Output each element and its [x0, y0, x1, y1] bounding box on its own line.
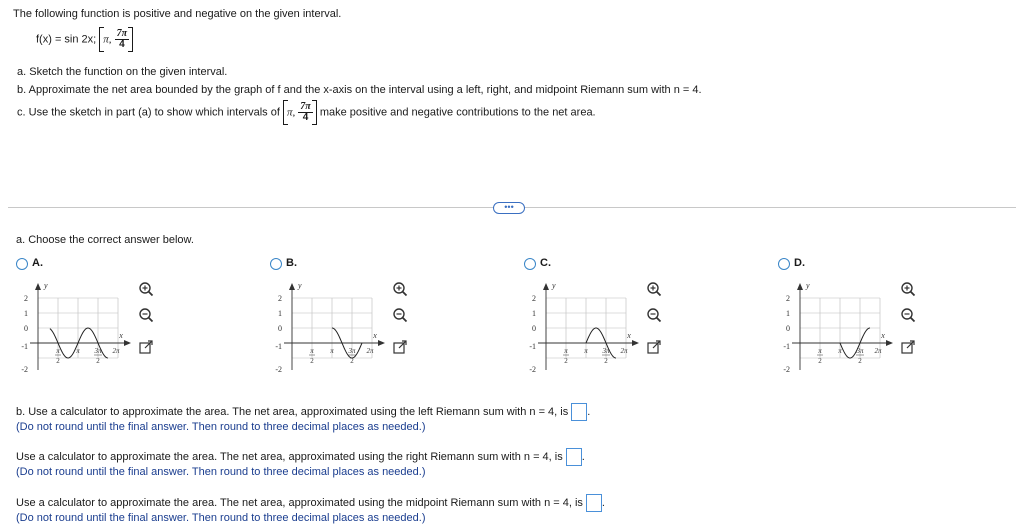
problem-intro: The following function is positive and negative on the given interval.	[13, 8, 342, 20]
y-tick-label: -1	[275, 342, 282, 351]
x-tick-3pi-over-2: 3π	[602, 347, 610, 355]
y-tick-label: 1	[278, 309, 282, 318]
part-a-instruction: a. Sketch the function on the given interval.	[17, 66, 228, 78]
mid-sum-text: Use a calculator to approximate the area. The net area, approximated using the midpoint Riemann sum with n = 4, is	[16, 496, 583, 509]
option-a-graph	[8, 270, 138, 380]
mid-sum-hint: (Do not round until the final answer. Then round to three decimal places as needed.)	[16, 512, 426, 524]
y-tick-label: -2	[529, 365, 536, 374]
part-c-interval-fraction	[298, 102, 312, 123]
popout-arrow	[907, 341, 914, 348]
y-tick-label: -1	[21, 342, 28, 351]
mid-sum-answer-box[interactable]	[586, 494, 602, 512]
magnifier-handle	[911, 318, 915, 322]
zoom-out-icon[interactable]	[138, 307, 154, 323]
y-axis-arrow	[543, 283, 549, 290]
part-c-instruction	[17, 102, 596, 132]
right-sum-text: Use a calculator to approximate the area. The net area, approximated using the right Riemann sum with n = 4, is	[16, 450, 563, 463]
zoom-in-icon[interactable]	[646, 281, 662, 297]
part-c-prefix: c.	[17, 106, 26, 119]
interval-bracket	[99, 29, 133, 50]
x-tick-pi-over-2: π	[564, 347, 568, 355]
x-axis-arrow	[378, 340, 385, 346]
x-axis-arrow	[124, 340, 131, 346]
y-tick-label: 1	[532, 309, 536, 318]
option-d-graph	[770, 270, 900, 380]
x-tick-pi: π	[330, 347, 334, 355]
left-sum-question: b. Use a calculator to approximate the area. The net area, approximated using the left Riemann sum with n = 4, is .	[16, 403, 590, 421]
y-tick-label: 2	[532, 294, 536, 303]
x-tick-denominator: 2	[310, 357, 314, 365]
y-axis-label: y	[806, 281, 810, 290]
option-a-label: A.	[32, 257, 43, 269]
x-tick-denominator: 2	[350, 357, 354, 365]
y-axis-arrow	[35, 283, 41, 290]
x-tick-denominator: 2	[858, 357, 862, 365]
y-tick-label: 2	[786, 294, 790, 303]
option-b-graph	[262, 270, 392, 380]
y-tick-label: 0	[786, 324, 790, 333]
x-tick-denominator: 2	[818, 357, 822, 365]
part-c-interval-numerator: 7π	[300, 101, 311, 112]
popout-icon[interactable]	[900, 339, 916, 355]
y-tick-label: 1	[786, 309, 790, 318]
part-b-instruction: b. Approximate the net area bounded by the graph of f and the x-axis on the interval using a left, right, and midpoint Riemann sum with n = 4.	[17, 84, 702, 96]
part-a-question: a. Choose the correct answer below.	[16, 234, 194, 246]
x-tick-2pi: 2π	[112, 347, 120, 355]
x-tick-pi-over-2: π	[56, 347, 60, 355]
x-tick-3pi-over-2: 3π	[94, 347, 102, 355]
x-tick-denominator: 2	[96, 357, 100, 365]
right-sum-hint: (Do not round until the final answer. Then round to three decimal places as needed.)	[16, 466, 426, 478]
y-axis-label: y	[44, 281, 48, 290]
x-tick-pi-over-2: π	[818, 347, 822, 355]
option-d-radio[interactable]	[778, 258, 790, 270]
x-axis-label: x	[881, 331, 885, 340]
x-tick-3pi-over-2: 3π	[856, 347, 864, 355]
magnifier-handle	[403, 318, 407, 322]
option-c-label: C.	[540, 257, 551, 269]
magnifier-handle	[149, 318, 153, 322]
zoom-out-icon[interactable]	[900, 307, 916, 323]
y-tick-label: -1	[783, 342, 790, 351]
popout-arrow	[145, 341, 152, 348]
interval-right-fraction	[115, 29, 129, 50]
zoom-out-icon[interactable]	[392, 307, 408, 323]
y-axis-arrow	[289, 283, 295, 290]
part-c-interval-denominator: 4	[298, 112, 312, 123]
x-tick-pi: π	[838, 347, 842, 355]
option-c-radio[interactable]	[524, 258, 536, 270]
x-tick-2pi: 2π	[874, 347, 882, 355]
interval-left: π,	[103, 33, 112, 46]
x-tick-pi: π	[584, 347, 588, 355]
function-definition	[36, 29, 133, 59]
popout-icon[interactable]	[646, 339, 662, 355]
magnifier-handle	[149, 292, 153, 296]
x-axis-arrow	[632, 340, 639, 346]
part-c-interval	[283, 102, 317, 123]
popout-icon[interactable]	[138, 339, 154, 355]
left-sum-answer-box[interactable]	[571, 403, 587, 421]
x-tick-2pi: 2π	[366, 347, 374, 355]
x-tick-pi: π	[76, 347, 80, 355]
x-tick-2pi: 2π	[620, 347, 628, 355]
x-tick-denominator: 2	[56, 357, 60, 365]
y-tick-label: -2	[275, 365, 282, 374]
mid-sum-question: Use a calculator to approximate the area. The net area, approximated using the midpoint Riemann sum with n = 4, is .	[16, 494, 605, 512]
right-sum-answer-box[interactable]	[566, 448, 582, 466]
y-tick-label: -1	[529, 342, 536, 351]
left-sum-text: b. Use a calculator to approximate the area. The net area, approximated using the left Riemann sum with n = 4, is	[16, 405, 569, 418]
x-tick-3pi-over-2: 3π	[348, 347, 356, 355]
y-axis-arrow	[797, 283, 803, 290]
magnifier-handle	[911, 292, 915, 296]
option-b-radio[interactable]	[270, 258, 282, 270]
right-sum-question: Use a calculator to approximate the area. The net area, approximated using the right Riemann sum with n = 4, is .	[16, 448, 585, 466]
x-axis-label: x	[119, 331, 123, 340]
part-c-interval-left: π,	[286, 106, 296, 119]
y-tick-label: 2	[24, 294, 28, 303]
y-axis-label: y	[552, 281, 556, 290]
x-axis-label: x	[373, 331, 377, 340]
popout-arrow	[399, 341, 406, 348]
more-button[interactable]: •••	[493, 202, 525, 214]
x-axis-arrow	[886, 340, 893, 346]
zoom-in-icon[interactable]	[138, 281, 154, 297]
left-sum-hint: (Do not round until the final answer. Then round to three decimal places as needed.)	[16, 421, 426, 433]
y-tick-label: 0	[24, 324, 28, 333]
y-tick-label: 2	[278, 294, 282, 303]
zoom-out-icon[interactable]	[646, 307, 662, 323]
popout-icon[interactable]	[392, 339, 408, 355]
option-d-label: D.	[794, 257, 805, 269]
interval-denominator: 4	[115, 39, 129, 50]
x-tick-pi-over-2: π	[310, 347, 314, 355]
function-lhs: f(x) = sin 2x;	[36, 33, 97, 46]
interval-numerator: 7π	[116, 28, 128, 39]
x-axis-label: x	[627, 331, 631, 340]
option-a-radio[interactable]	[16, 258, 28, 270]
part-c-end: make positive and negative contributions to the net area.	[319, 106, 596, 119]
option-b-label: B.	[286, 257, 297, 269]
y-tick-label: 1	[24, 309, 28, 318]
y-axis-label: y	[298, 281, 302, 290]
magnifier-handle	[403, 292, 407, 296]
magnifier-handle	[657, 318, 661, 322]
option-c-graph	[516, 270, 646, 380]
zoom-in-icon[interactable]	[900, 281, 916, 297]
magnifier-handle	[657, 292, 661, 296]
y-tick-label: 0	[278, 324, 282, 333]
part-c-start: Use the sketch in part (a) to show which intervals of	[28, 106, 280, 119]
x-tick-denominator: 2	[564, 357, 568, 365]
y-tick-label: 0	[532, 324, 536, 333]
y-tick-label: -2	[783, 365, 790, 374]
y-tick-label: -2	[21, 365, 28, 374]
popout-arrow	[653, 341, 660, 348]
zoom-in-icon[interactable]	[392, 281, 408, 297]
x-tick-denominator: 2	[604, 357, 608, 365]
